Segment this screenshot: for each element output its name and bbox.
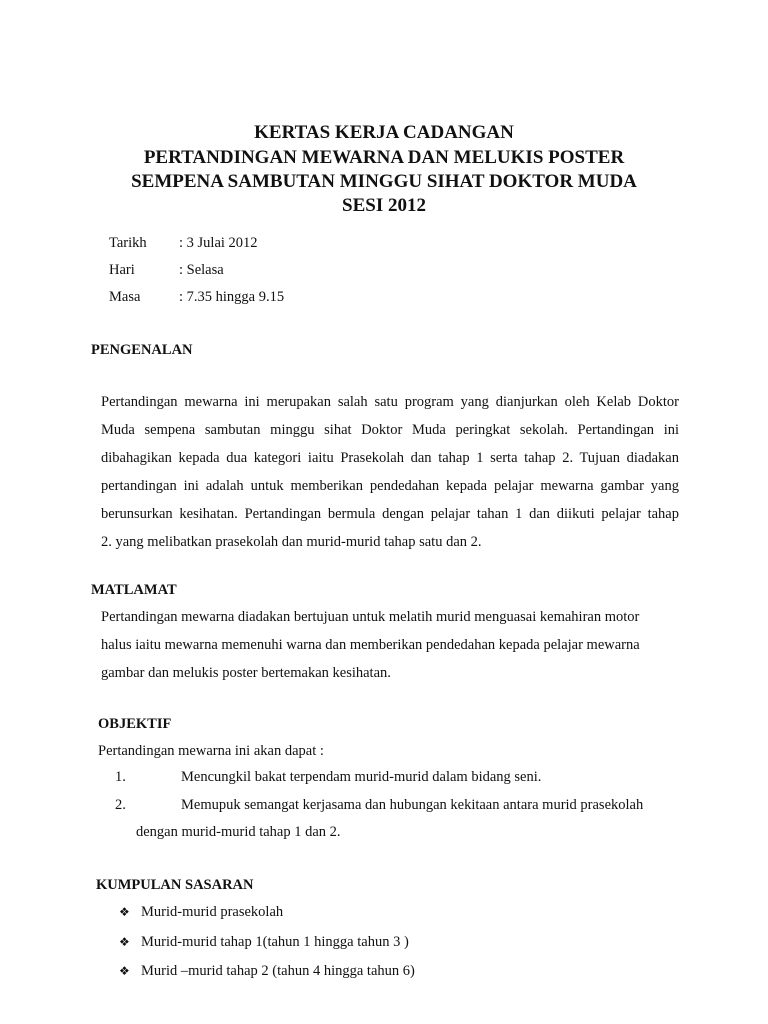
info-value-hari: : Selasa bbox=[179, 262, 224, 278]
objektif-intro: Pertandingan mewarna ini akan dapat : bbox=[98, 743, 324, 759]
target-group-label: Murid-murid prasekolah bbox=[141, 904, 284, 920]
objektif-item-number-2: 2. bbox=[115, 797, 126, 813]
section-heading-matlamat: MATLAMAT bbox=[91, 582, 177, 598]
info-value-masa: : 7.35 hingga 9.15 bbox=[179, 289, 285, 305]
diamond-bullet-icon: ❖ bbox=[119, 905, 130, 919]
target-group-item bbox=[119, 932, 409, 952]
matlamat-paragraph bbox=[101, 603, 663, 687]
diamond-bullet-icon: ❖ bbox=[119, 964, 130, 978]
target-group-label: Murid –murid tahap 2 (tahun 4 hingga tahun 6) bbox=[141, 963, 415, 979]
section-heading-objektif: OBJEKTIF bbox=[98, 716, 172, 732]
paragraph-line: halus iaitu mewarna memenuhi warna dan memberikan pendedahan kepada pelajar mewarna bbox=[101, 637, 640, 653]
info-label-masa: Masa bbox=[109, 289, 141, 305]
section-heading-kumpulan-sasaran: KUMPULAN SASARAN bbox=[96, 877, 254, 893]
paragraph-line: Pertandingan mewarna diadakan bertujuan untuk melatih murid menguasai kemahiran motor bbox=[101, 609, 640, 625]
paragraph-line: Pertandingan mewarna ini merupakan salah satu program yang dianjurkan oleh Kelab Doktor bbox=[101, 394, 679, 410]
objektif-item-number-1: 1. bbox=[115, 769, 126, 785]
objektif-item-text-2: Memupuk semangat kerjasama dan hubungan kekitaan antara murid prasekolah bbox=[181, 797, 644, 813]
objektif-item-text-2-continuation: dengan murid-murid tahap 1 dan 2. bbox=[136, 824, 341, 840]
info-label-tarikh: Tarikh bbox=[109, 235, 147, 251]
target-group-label: Murid-murid tahap 1(tahun 1 hingga tahun 3 ) bbox=[141, 934, 409, 950]
info-value-tarikh: : 3 Julai 2012 bbox=[179, 235, 258, 251]
pengenalan-paragraph bbox=[101, 388, 679, 556]
paragraph-line: berunsurkan kesihatan. Pertandingan bermula dengan pelajar tahan 1 dan diikuti pelajar tahap bbox=[101, 506, 679, 522]
target-group-item bbox=[119, 961, 415, 981]
diamond-bullet-icon: ❖ bbox=[119, 935, 130, 949]
paragraph-line: pertandingan ini adalah untuk memberikan pendedahan kepada pelajar mewarna gambar yang bbox=[101, 478, 679, 494]
document-title-line-4: SESI 2012 bbox=[342, 195, 426, 216]
section-heading-pengenalan: PENGENALAN bbox=[91, 342, 193, 358]
info-label-hari: Hari bbox=[109, 262, 135, 278]
document-title-line-3: SEMPENA SAMBUTAN MINGGU SIHAT DOKTOR MUDA bbox=[131, 171, 637, 192]
document-title-line-2: PERTANDINGAN MEWARNA DAN MELUKIS POSTER bbox=[143, 147, 625, 168]
paragraph-line: 2. yang melibatkan prasekolah dan murid-murid tahap satu dan 2. bbox=[101, 534, 482, 550]
document-title-line-1: KERTAS KERJA CADANGAN bbox=[254, 122, 514, 143]
paragraph-line: dibahagikan kepada dua kategori iaitu Prasekolah dan tahap 1 serta tahap 2. Tujuan diadakan bbox=[101, 450, 679, 466]
objektif-item-text-1: Mencungkil bakat terpendam murid-murid dalam bidang seni. bbox=[181, 769, 542, 785]
target-group-item bbox=[119, 902, 283, 922]
paragraph-line: gambar dan melukis poster bertemakan kesihatan. bbox=[101, 665, 391, 681]
paragraph-line: Muda sempena sambutan minggu sihat Doktor Muda peringkat sekolah. Pertandingan ini bbox=[101, 422, 679, 438]
